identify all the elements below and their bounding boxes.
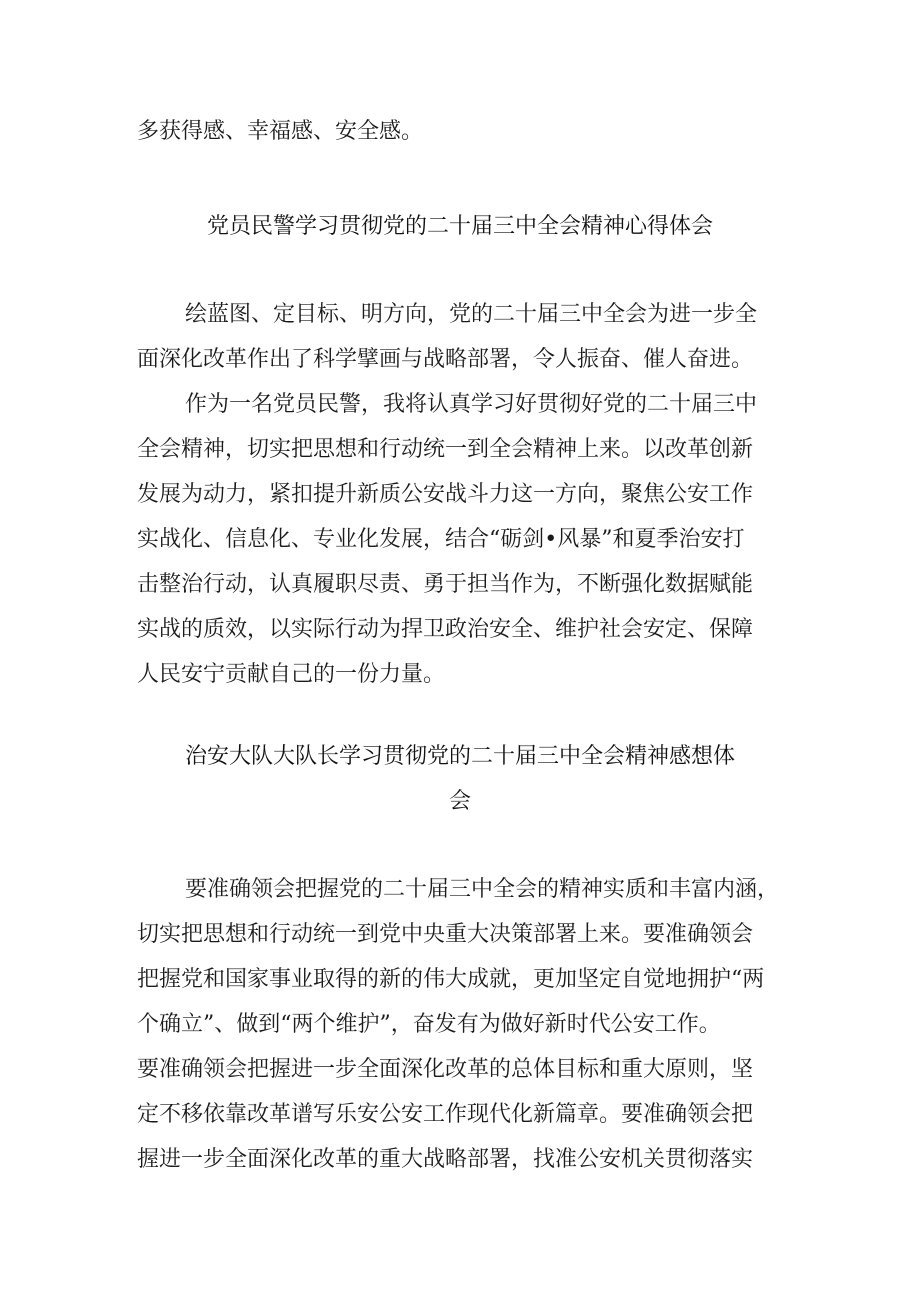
body-text-line: 切实把思想和行动统一到党中央重大决策部署上来。要准确领会 [137,922,754,947]
section-title: 治安大队大队长学习贯彻党的二十届三中全会精神感想体 [184,744,735,769]
section-title: 党员民警学习贯彻党的二十届三中全会精神心得体会 [206,214,713,239]
body-text-line: 击整治行动，认真履职尽责、勇于担当作为，不断强化数据赋能 [137,572,754,597]
body-text-line: 握进一步全面深化改革的重大战略部署，找准公安机关贯彻落实 [137,1147,754,1172]
body-text-line: 要准确领会把握进一步全面深化改革的总体目标和重大原则，坚 [137,1057,754,1082]
body-text-line: 多获得感、幸福感、安全感。 [137,119,424,144]
body-text-line: 实战的质效，以实际行动为捍卫政治安全、维护社会安定、保障 [137,617,754,642]
body-text-line: 全会精神，切实把思想和行动统一到全会精神上来。以改革创新 [137,437,754,462]
body-text-line: 人民安宁贡献自己的一份力量。 [137,662,446,687]
body-text-line: 作为一名党员民警，我将认真学习好贯彻好党的二十届三中 [185,392,758,417]
body-text-line: 发展为动力，紧扣提升新质公安战斗力这一方向，聚焦公安工作 [137,482,754,507]
body-text-line: 面深化改革作出了科学擘画与战略部署，令人振奋、催人奋进。 [137,347,754,372]
body-text-line: 把握党和国家事业取得的新的伟大成就，更加坚定自觉地拥护“两 [137,967,765,992]
body-text-line: 个确立”、做到“两个维护”，奋发有为做好新时代公安工作。 [137,1012,721,1037]
section-title-continuation: 会 [448,789,471,814]
body-text-line: 要准确领会把握党的二十届三中全会的精神实质和丰富内涵， [185,877,780,902]
body-text-line: 绘蓝图、定目标、明方向，党的二十届三中全会为进一步全 [185,302,758,327]
body-text-line: 定不移依靠改革谱写乐安公安工作现代化新篇章。要准确领会把 [137,1102,754,1127]
body-text-line: 实战化、信息化、专业化发展，结合“砺剑•风暴”和夏季治安打 [137,527,745,552]
